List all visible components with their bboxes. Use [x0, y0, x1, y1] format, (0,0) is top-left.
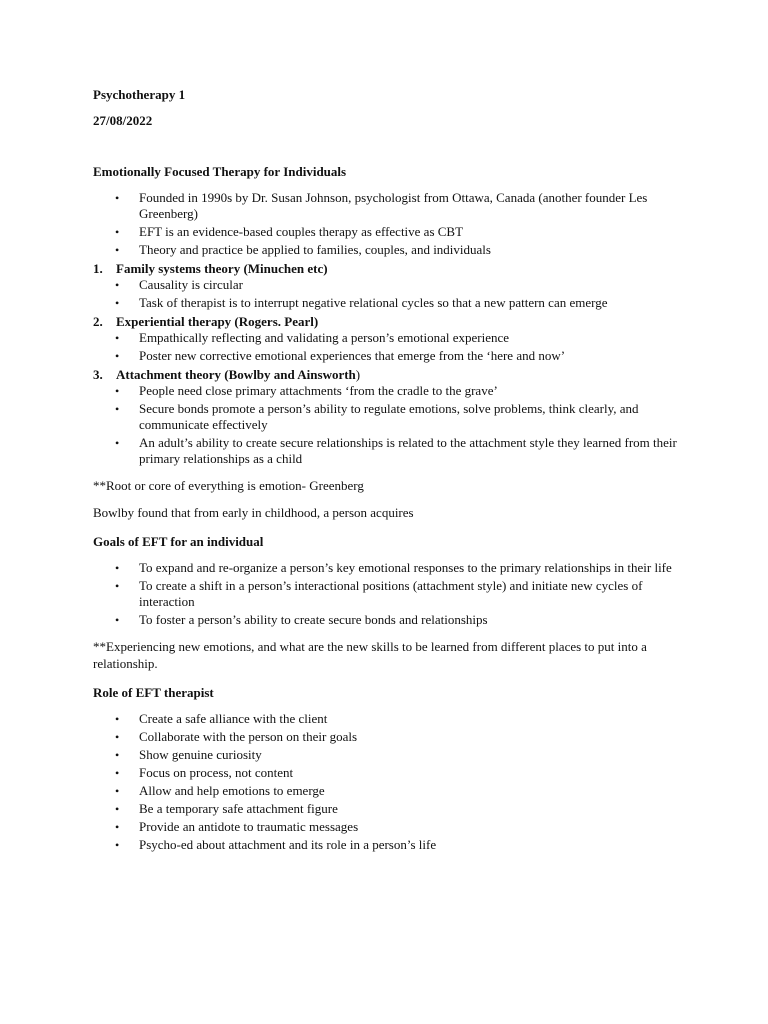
eft-bullet-list	[93, 190, 688, 258]
list-item-text: Causality is circular	[139, 277, 243, 292]
theory-item-1	[93, 260, 688, 277]
list-item-text: Create a safe alliance with the client	[139, 711, 328, 726]
list-item	[93, 190, 688, 222]
list-item	[93, 612, 688, 628]
theory-label: Attachment theory (Bowlby and Ainsworth	[116, 367, 356, 382]
list-item	[93, 224, 688, 240]
eft-heading: Emotionally Focused Therapy for Individuals	[93, 164, 347, 179]
bullet-icon: •	[115, 802, 120, 816]
note-experiencing: **Experiencing new emotions, and what are the new skills to be learned from different places to put into a relationship.	[93, 639, 647, 671]
list-item	[93, 330, 688, 346]
list-item-text: Secure bonds promote a person’s ability to regulate emotions, solve problems, think clearly, and communicate effectively	[139, 401, 639, 432]
list-item	[93, 747, 688, 763]
theory-label: Experiential therapy (Rogers. Pearl)	[116, 314, 319, 329]
list-item-text: Founded in 1990s by Dr. Susan Johnson, psychologist from Ottawa, Canada (another founder Les Greenberg)	[139, 190, 648, 221]
list-item-text: To create a shift in a person’s interactional positions (attachment style) and initiate new cycles of interaction	[139, 578, 643, 609]
theory-item-3	[93, 366, 688, 383]
bullet-icon: •	[115, 613, 120, 627]
list-item	[93, 383, 688, 399]
theory-number: 3.	[93, 367, 103, 382]
list-item	[93, 560, 688, 576]
bullet-icon: •	[115, 748, 120, 762]
theory-item-2	[93, 313, 688, 330]
list-item	[93, 711, 688, 727]
list-item	[93, 277, 688, 293]
list-item	[93, 435, 688, 467]
bullet-icon: •	[115, 384, 120, 398]
role-bullet-list	[93, 711, 688, 853]
bullet-icon: •	[115, 278, 120, 292]
list-item	[93, 295, 688, 311]
theory-3-bullet-list	[93, 383, 688, 467]
theory-label: Family systems theory (Minuchen etc)	[116, 261, 328, 276]
bullet-icon: •	[115, 561, 120, 575]
list-item-text: EFT is an evidence-based couples therapy as effective as CBT	[139, 224, 464, 239]
bullet-icon: •	[115, 349, 120, 363]
bullet-icon: •	[115, 579, 120, 593]
theory-1-bullet-list	[93, 277, 688, 311]
list-item	[93, 783, 688, 799]
note-root: **Root or core of everything is emotion- Greenberg	[93, 478, 364, 493]
bullet-icon: •	[115, 820, 120, 834]
list-item	[93, 837, 688, 853]
list-item	[93, 765, 688, 781]
list-item-text: Provide an antidote to traumatic messages	[139, 819, 359, 834]
list-item-text: To foster a person’s ability to create secure bonds and relationships	[139, 612, 488, 627]
bullet-icon: •	[115, 784, 120, 798]
note-bowlby: Bowlby found that from early in childhood, a person acquires	[93, 505, 414, 520]
bullet-icon: •	[115, 712, 120, 726]
bullet-icon: •	[115, 331, 120, 345]
theory-number: 1.	[93, 261, 103, 276]
bullet-icon: •	[115, 243, 120, 257]
list-item-text: People need close primary attachments ‘from the cradle to the grave’	[139, 383, 498, 398]
list-item	[93, 801, 688, 817]
list-item-text: Theory and practice be applied to families, couples, and individuals	[139, 242, 491, 257]
list-item	[93, 819, 688, 835]
list-item-text: Empathically reflecting and validating a person’s emotional experience	[139, 330, 509, 345]
list-item-text: Be a temporary safe attachment figure	[139, 801, 338, 816]
theory-number: 2.	[93, 314, 103, 329]
bullet-icon: •	[115, 838, 120, 852]
list-item-text: Task of therapist is to interrupt negative relational cycles so that a new pattern can emerge	[139, 295, 608, 310]
list-item	[93, 401, 688, 433]
goals-heading: Goals of EFT for an individual	[93, 534, 264, 549]
bullet-icon: •	[115, 191, 120, 205]
role-heading: Role of EFT therapist	[93, 685, 214, 700]
document-title: Psychotherapy 1	[93, 87, 186, 102]
bullet-icon: •	[115, 436, 120, 450]
bullet-icon: •	[115, 402, 120, 416]
list-item-text: Focus on process, not content	[139, 765, 294, 780]
list-item-text: Show genuine curiosity	[139, 747, 262, 762]
list-item-text: Psycho-ed about attachment and its role in a person’s life	[139, 837, 437, 852]
list-item-text: An adult’s ability to create secure relationships is related to the attachment style they learned from their primary relationships as a child	[139, 435, 677, 466]
goals-bullet-list	[93, 560, 688, 628]
list-item	[93, 729, 688, 745]
list-item	[93, 578, 688, 610]
bullet-icon: •	[115, 730, 120, 744]
list-item	[93, 348, 688, 364]
list-item-text: To expand and re-organize a person’s key emotional responses to the primary relationships in their life	[139, 560, 672, 575]
document-date: 27/08/2022	[93, 113, 153, 128]
list-item-text: Collaborate with the person on their goals	[139, 729, 358, 744]
list-item-text: Allow and help emotions to emerge	[139, 783, 325, 798]
list-item	[93, 242, 688, 258]
theory-label-tail: )	[355, 367, 361, 382]
list-item-text: Poster new corrective emotional experiences that emerge from the ‘here and now’	[139, 348, 566, 363]
bullet-icon: •	[115, 296, 120, 310]
bullet-icon: •	[115, 225, 120, 239]
bullet-icon: •	[115, 766, 120, 780]
theory-2-bullet-list	[93, 330, 688, 364]
